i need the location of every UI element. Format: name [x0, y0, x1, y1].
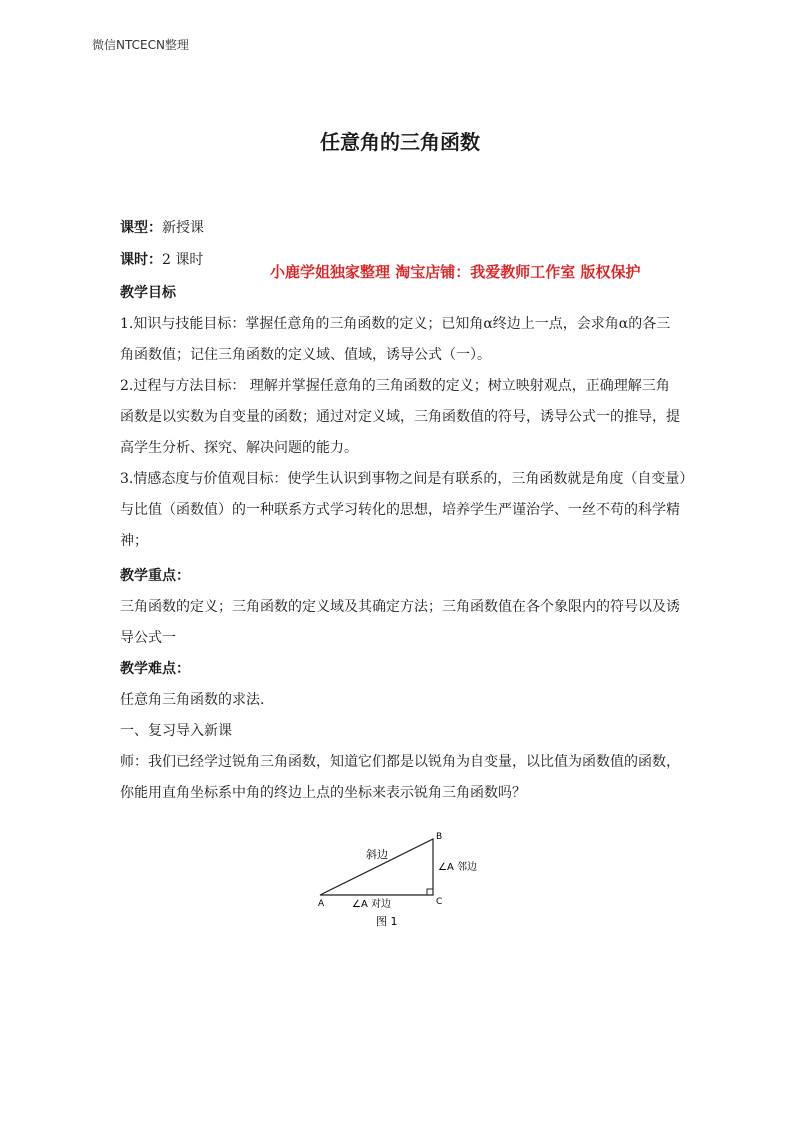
vertex-b-label: B: [436, 832, 443, 842]
right-angle-mark: [427, 889, 433, 895]
objective-line: 神；: [120, 533, 148, 549]
lesson-type-value: 新授课: [162, 220, 204, 236]
key-points-heading: 教学重点：: [120, 568, 190, 584]
header-note: 微信NTCECN整理: [92, 38, 189, 52]
objective-line: 3.情感态度与价值观目标：使学生认识到事物之间是有联系的，三角函数就是角度（自变量）: [120, 471, 694, 487]
objectives-heading: 教学目标: [120, 285, 176, 301]
difficult-points-line: 任意角三角函数的求法.: [120, 692, 265, 708]
objective-line: 2.过程与方法目标： 理解并掌握任意角的三角函数的定义；树立映射观点，正确理解三角: [120, 378, 670, 394]
vertex-a-label: A: [318, 899, 325, 909]
lesson-hours-row: [120, 250, 203, 270]
right-triangle-figure: [300, 828, 520, 938]
objective-line: 函数是以实数为自变量的函数；通过对定义域，三角函数值的符号，诱导公式一的推导，提: [120, 409, 680, 425]
section-line: 师：我们已经学过锐角三角函数，知道它们都是以锐角为自变量，以比值为函数值的函数，: [120, 754, 680, 770]
page-title: 任意角的三角函数: [320, 130, 480, 154]
vertex-c-label: C: [436, 897, 443, 907]
lesson-type-label: 课型：: [120, 220, 162, 236]
objective-line: 高学生分析、探究、解决问题的能力。: [120, 440, 358, 456]
figure-caption: 图 1: [376, 915, 398, 928]
lesson-type-row: [120, 218, 204, 238]
objective-line: 角函数值；记住三角函数的定义域、值域，诱导公式（一）。: [120, 347, 491, 363]
section-heading: 一、复习导入新课: [120, 723, 232, 739]
objective-line: 与比值（函数值）的一种联系方式学习转化的思想，培养学生严谨治学、一丝不苟的科学精: [120, 502, 680, 518]
hypotenuse-label: 斜边: [366, 848, 388, 861]
adjacent-label: ∠A 邻边: [438, 862, 477, 873]
lesson-hours-value: 2 课时: [162, 252, 204, 268]
objective-line: 1.知识与技能目标：掌握任意角的三角函数的定义；已知角α终边上一点，会求角α的各三: [120, 316, 671, 332]
difficult-points-heading: 教学难点：: [120, 661, 190, 677]
copyright-watermark: 小鹿学姐独家整理 淘宝店铺：我爱教师工作室 版权保护: [270, 263, 641, 281]
key-points-line: 导公式一: [120, 630, 176, 646]
section-line: 你能用直角坐标系中角的终边上点的坐标来表示锐角三角函数吗？: [120, 785, 526, 801]
opposite-label: ∠A 对边: [352, 899, 391, 910]
lesson-hours-label: 课时：: [120, 252, 162, 268]
key-points-line: 三角函数的定义；三角函数的定义域及其确定方法；三角函数值在各个象限内的符号以及诱: [120, 599, 680, 615]
